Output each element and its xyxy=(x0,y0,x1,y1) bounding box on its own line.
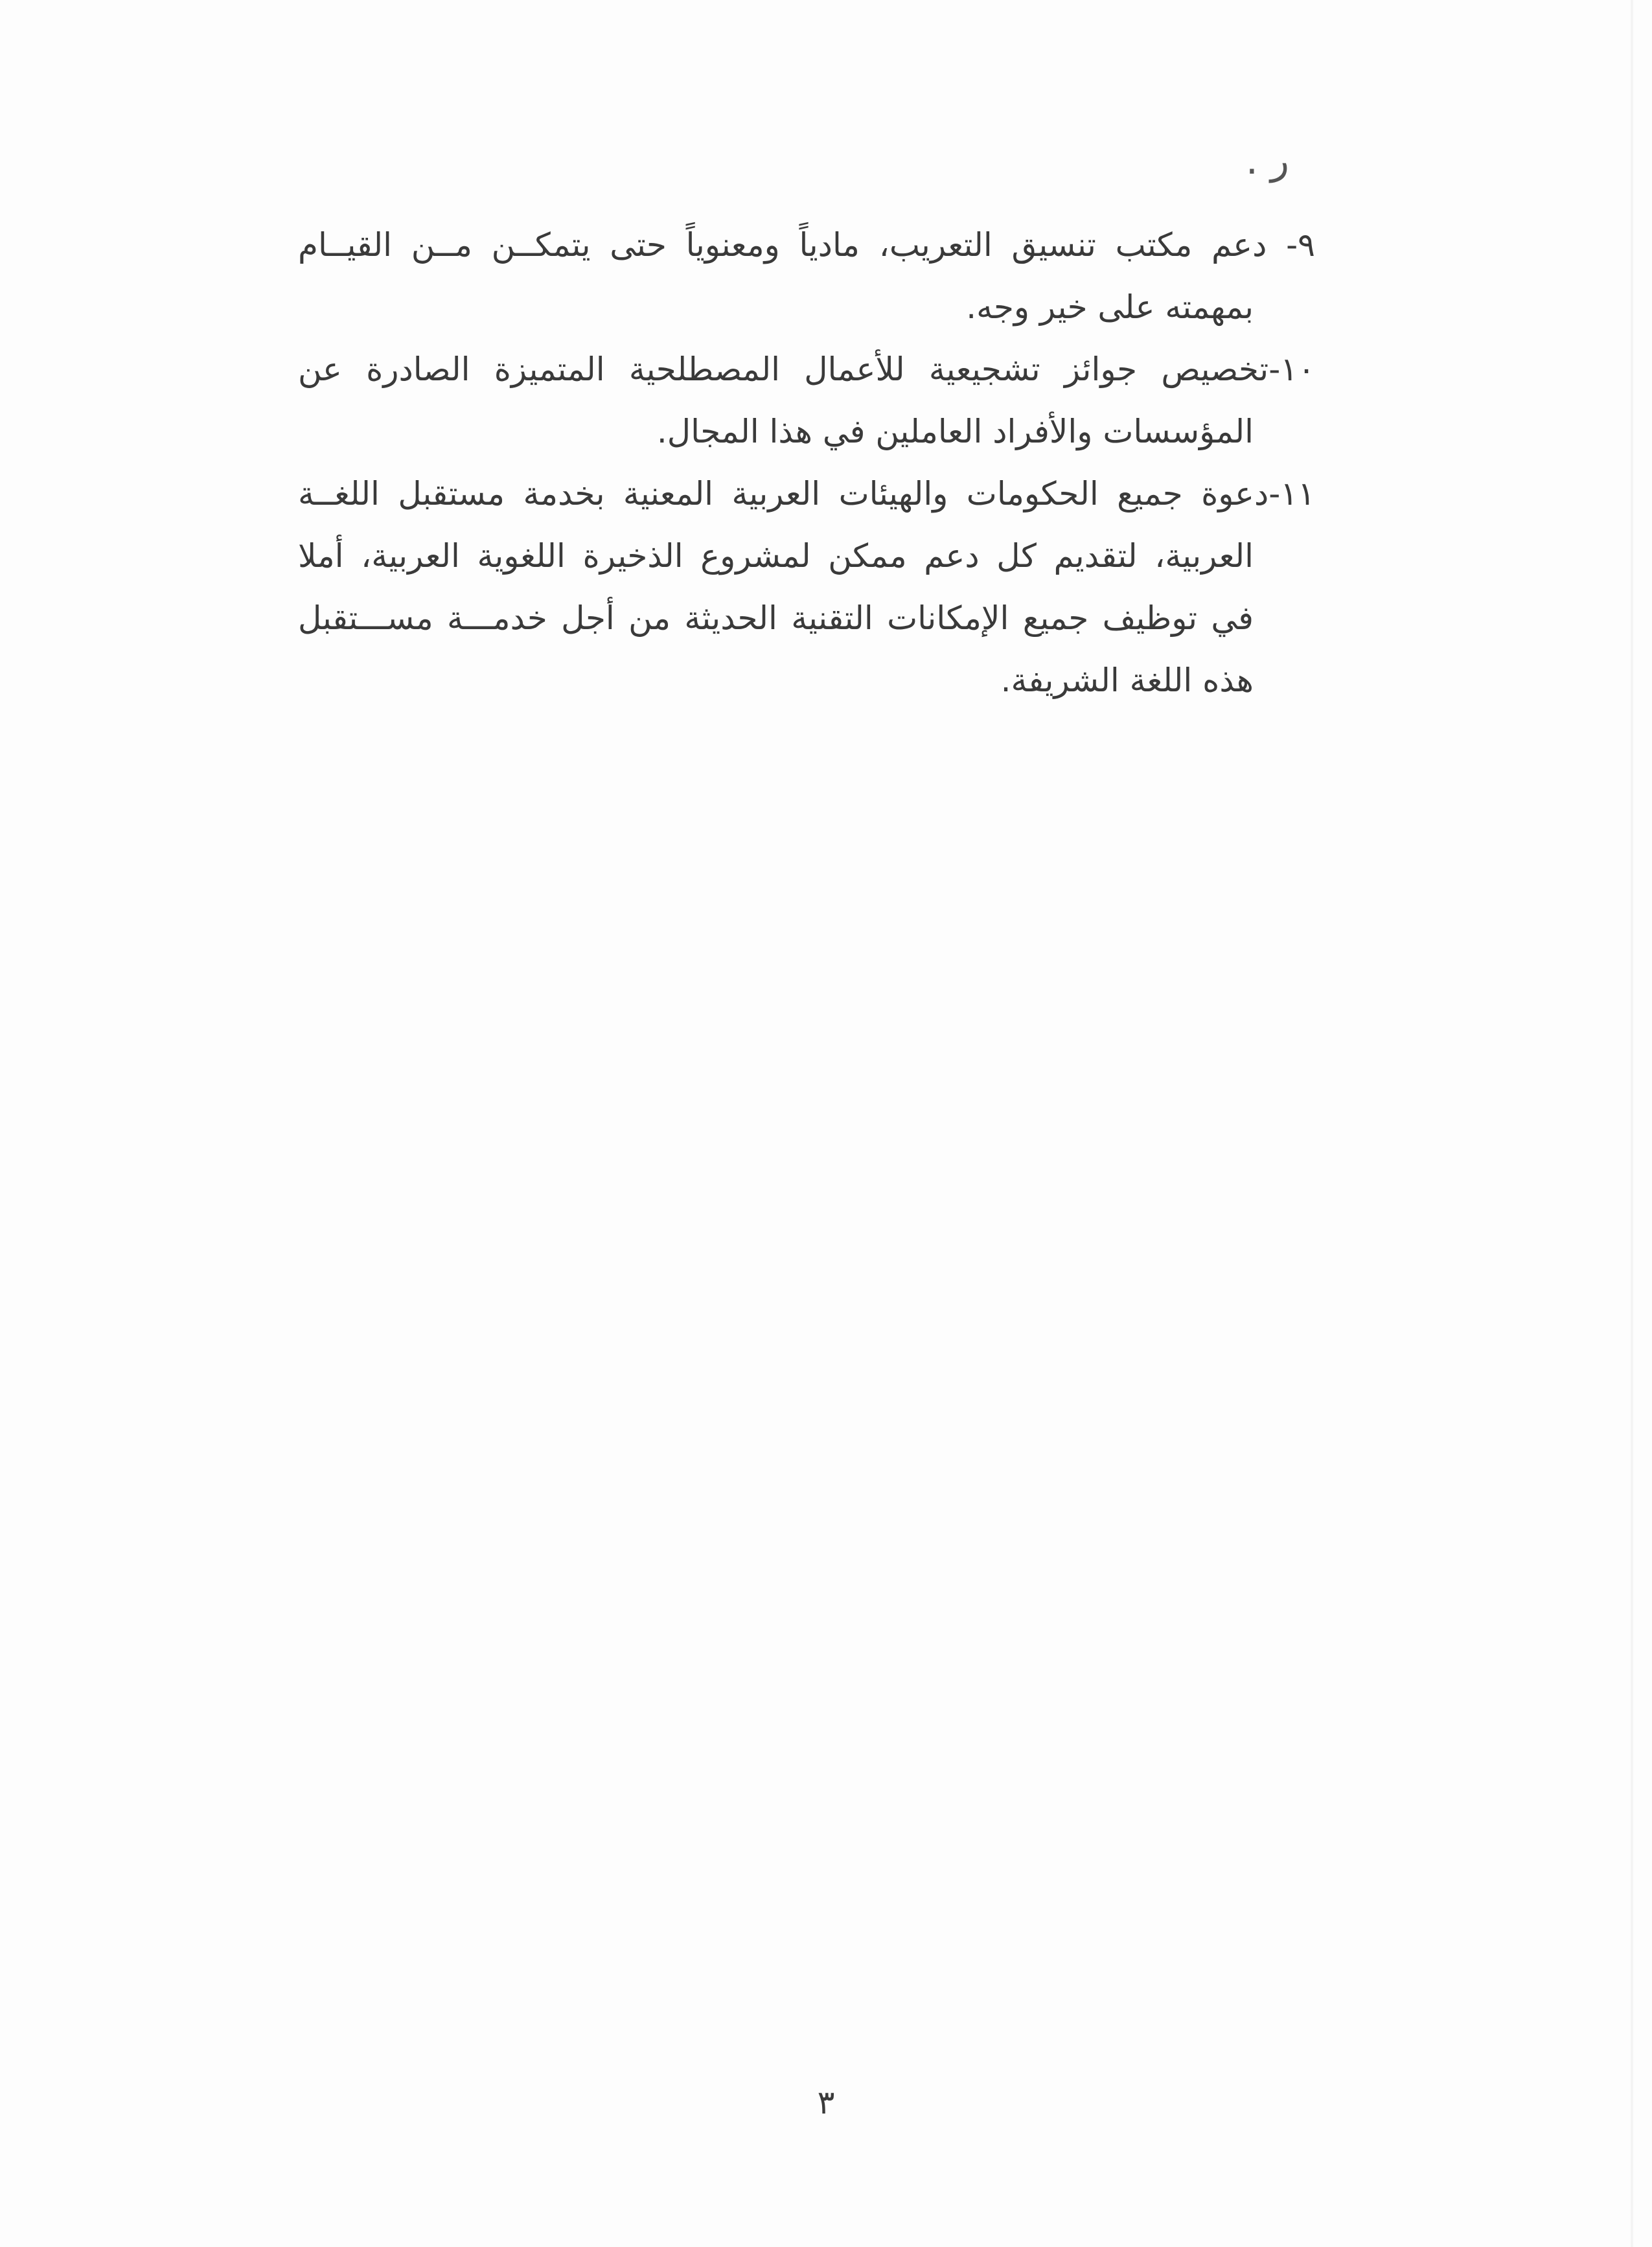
list-item-11-line-4: هذه اللغة الشريفة. xyxy=(1000,662,1254,699)
list-item-9-line-2: بمهمته على خير وجه. xyxy=(966,288,1254,326)
list-item-11-line-2: العربية، لتقديم كل دعم ممكن لمشروع الذخيرة اللغوية العربية، أملا xyxy=(298,537,1254,575)
list-item-11-line-3: في توظيف جميع الإمكانات التقنية الحديثة من أجل خدمـــة مســـتقبل xyxy=(298,599,1254,637)
page-edge-shadow xyxy=(1630,0,1634,2247)
list-item-10-line-2: المؤسسات والأفراد العاملين في هذا المجال. xyxy=(656,413,1254,450)
list-item-11-line-1: ١١-دعوة جميع الحكومات والهيئات العربية المعنية بخدمة مستقبل اللغــة xyxy=(298,475,1315,513)
document-body xyxy=(298,214,1315,711)
list-item-9-line-1: ٩- دعم مكتب تنسيق التعريب، مادياً ومعنوياً حتى يتمكــن مــن القيــام xyxy=(298,226,1315,264)
cut-off-text-fragment xyxy=(1160,138,1289,193)
cut-off-text: ر . xyxy=(1245,138,1289,183)
list-item-10-line-1: ١٠-تخصيص جوائز تشجيعية للأعمال المصطلحية المتميزة الصادرة عن xyxy=(298,351,1315,388)
list-item-9 xyxy=(298,214,1315,338)
list-item-11 xyxy=(298,463,1315,711)
list-item-10 xyxy=(298,338,1315,463)
page-number: ٣ xyxy=(817,2084,835,2121)
